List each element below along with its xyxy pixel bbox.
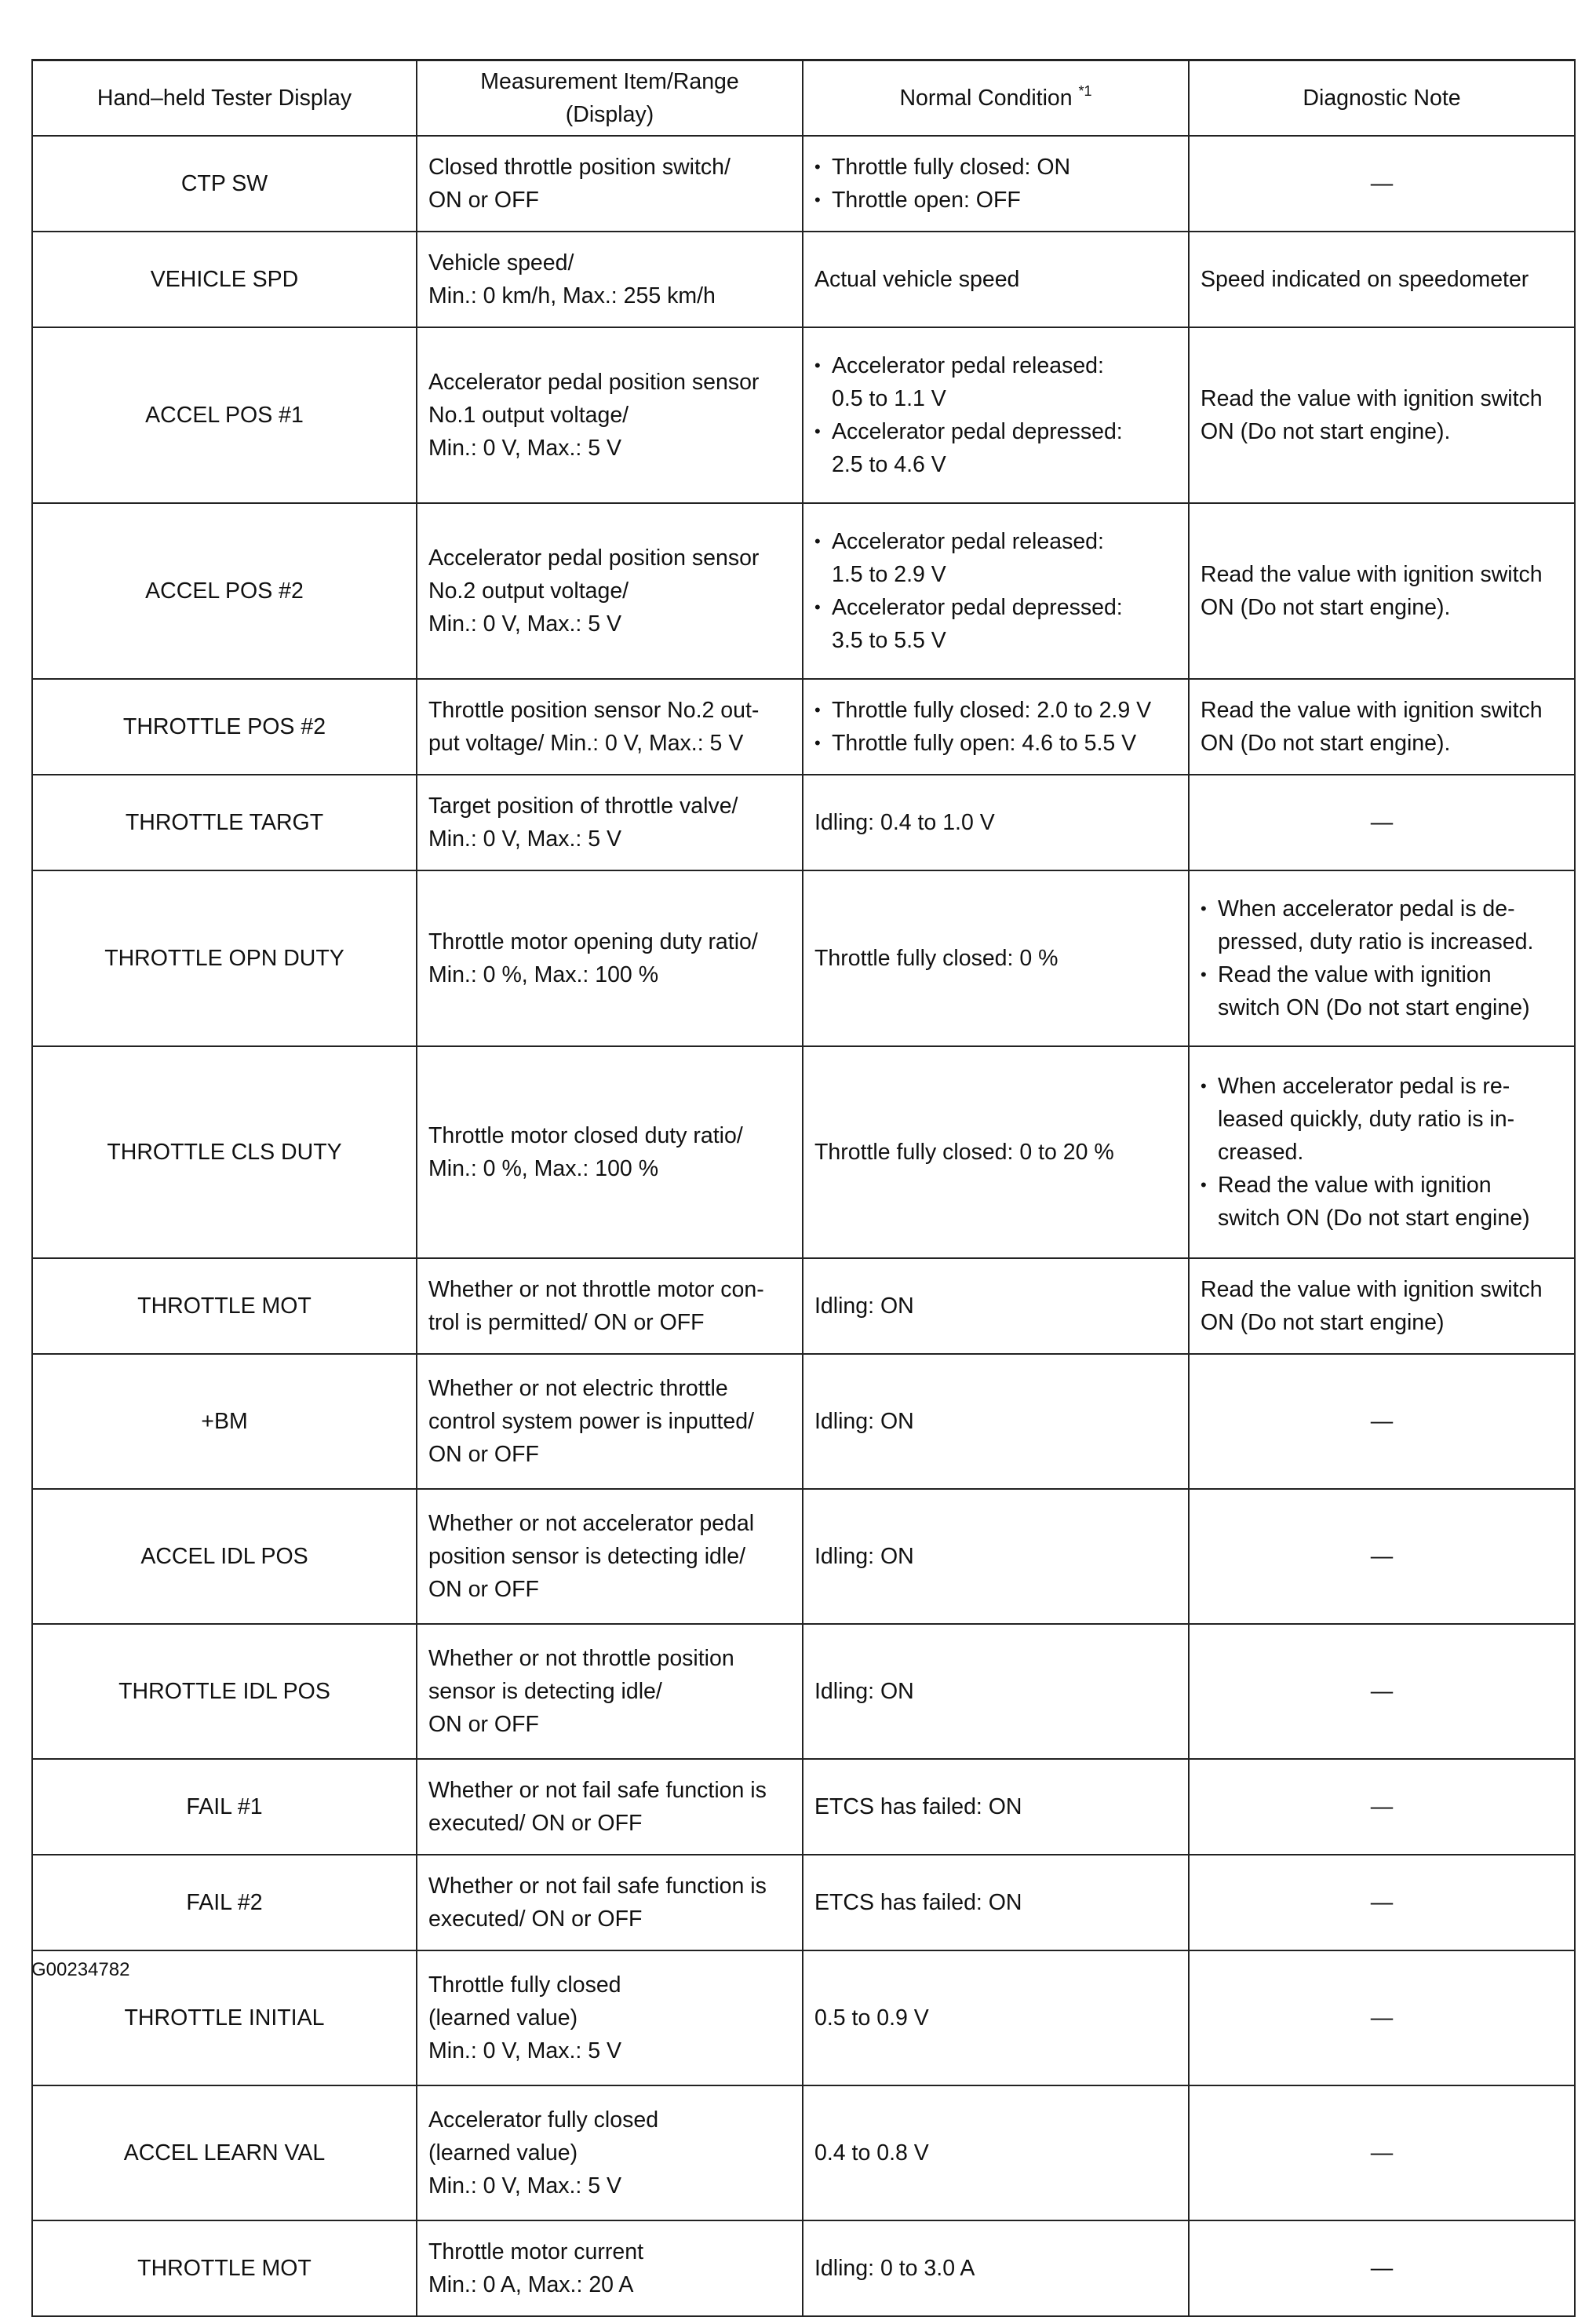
- diagnostic-note-line: • When accelerator pedal is re-: [1201, 1070, 1563, 1103]
- normal-condition-line: • Throttle fully open: 4.6 to 5.5 V: [814, 727, 1177, 760]
- normal-condition-line: • Throttle fully closed: ON: [814, 151, 1177, 184]
- diagnostic-note-line: ON (Do not start engine).: [1201, 731, 1451, 756]
- table-row: [32, 136, 1575, 232]
- measurement-line: Min.: 0 V, Max.: 5 V: [428, 826, 622, 852]
- table-row: [32, 327, 1575, 503]
- cell-normal-condition: [803, 1950, 1189, 2085]
- cell-diagnostic-note: —: [1189, 2220, 1575, 2316]
- cell-tester-display: THROTTLE OPN DUTY: [32, 870, 417, 1046]
- measurement-line: sensor is detecting idle/: [428, 1679, 662, 1704]
- measurement-line: Min.: 0 %, Max.: 100 %: [428, 962, 659, 987]
- measurement-line: executed/ ON or OFF: [428, 1811, 643, 1836]
- table-row: [32, 1624, 1575, 1759]
- cell-tester-display: ACCEL POS #2: [32, 503, 417, 679]
- cell-tester-display: ACCEL IDL POS: [32, 1489, 417, 1624]
- measurement-line: ON or OFF: [428, 1577, 539, 1602]
- measurement-line: position sensor is detecting idle/: [428, 1544, 745, 1569]
- header-normal-condition: Normal Condition $^{*1}$: [803, 60, 1189, 137]
- table-row: [32, 1354, 1575, 1489]
- measurement-line: Closed throttle position switch/: [428, 155, 731, 180]
- cell-measurement-item: [417, 232, 803, 327]
- cell-measurement-item: [417, 1950, 803, 2085]
- table-row: [32, 232, 1575, 327]
- cell-diagnostic-note: —: [1189, 1624, 1575, 1759]
- normal-condition-line: 1.5 to 2.9 V: [832, 562, 946, 587]
- normal-condition-line: • Accelerator pedal released:: [814, 525, 1177, 558]
- cell-measurement-item: [417, 1489, 803, 1624]
- normal-condition-line: Idling: ON: [814, 1679, 914, 1704]
- cell-measurement-item: [417, 1258, 803, 1354]
- cell-tester-display: FAIL #2: [32, 1855, 417, 1950]
- cell-diagnostic-note: —: [1189, 1950, 1575, 2085]
- cell-diagnostic-note: [1189, 1258, 1575, 1354]
- cell-measurement-item: [417, 1759, 803, 1855]
- table-body: [32, 136, 1575, 2316]
- table-row: [32, 1950, 1575, 2085]
- diagnostic-note-line: Read the value with ignition switch: [1201, 386, 1543, 411]
- measurement-line: Throttle motor current: [428, 2239, 644, 2264]
- cell-diagnostic-note: [1189, 870, 1575, 1046]
- table-row: [32, 1759, 1575, 1855]
- header-measurement-item: Measurement Item/Range (Display): [417, 60, 803, 137]
- table-row: [32, 1046, 1575, 1258]
- diagnostic-note-line: ON (Do not start engine): [1201, 1310, 1445, 1335]
- cell-measurement-item: [417, 1354, 803, 1489]
- cell-normal-condition: [803, 1354, 1189, 1489]
- cell-measurement-item: [417, 870, 803, 1046]
- measurement-line: Accelerator pedal position sensor: [428, 370, 760, 395]
- cell-normal-condition: [803, 2085, 1189, 2220]
- cell-normal-condition: [803, 870, 1189, 1046]
- cell-diagnostic-note: —: [1189, 136, 1575, 232]
- cell-measurement-item: [417, 1046, 803, 1258]
- header-tester-display: Hand–held Tester Display: [32, 60, 417, 137]
- cell-diagnostic-note: —: [1189, 1759, 1575, 1855]
- diagnostic-note-line: Read the value with ignition switch: [1201, 698, 1543, 723]
- cell-normal-condition: [803, 503, 1189, 679]
- cell-normal-condition: [803, 1046, 1189, 1258]
- cell-measurement-item: [417, 327, 803, 503]
- measurement-line: Whether or not fail safe function is: [428, 1874, 767, 1899]
- cell-measurement-item: [417, 2085, 803, 2220]
- cell-tester-display: FAIL #1: [32, 1759, 417, 1855]
- diagnostic-note-line: creased.: [1218, 1140, 1304, 1165]
- diagnostic-note-line: • Read the value with ignition: [1201, 958, 1563, 991]
- table-row: [32, 503, 1575, 679]
- measurement-line: (learned value): [428, 2005, 578, 2031]
- cell-normal-condition: [803, 327, 1189, 503]
- measurement-line: Accelerator pedal position sensor: [428, 545, 760, 571]
- normal-condition-line: Idling: ON: [814, 1294, 914, 1319]
- table-row: [32, 775, 1575, 870]
- diagnostic-note-line: Read the value with ignition switch: [1201, 562, 1543, 587]
- cell-normal-condition: [803, 232, 1189, 327]
- cell-normal-condition: [803, 679, 1189, 775]
- measurement-line: Throttle fully closed: [428, 1972, 621, 1998]
- table-row: [32, 870, 1575, 1046]
- cell-tester-display: THROTTLE IDL POS: [32, 1624, 417, 1759]
- cell-diagnostic-note: [1189, 327, 1575, 503]
- footnote-marker: *1: [1078, 83, 1092, 99]
- measurement-line: Throttle motor opening duty ratio/: [428, 929, 758, 954]
- table-row: [32, 2085, 1575, 2220]
- normal-condition-line: Throttle fully closed: 0 to 20 %: [814, 1140, 1114, 1165]
- diagnostic-note-line: Read the value with ignition switch: [1201, 1277, 1543, 1302]
- measurement-line: ON or OFF: [428, 188, 539, 213]
- normal-condition-line: Idling: ON: [814, 1409, 914, 1434]
- cell-normal-condition: [803, 136, 1189, 232]
- measurement-line: (learned value): [428, 2140, 578, 2166]
- diagnostic-note-line: leased quickly, duty ratio is in-: [1218, 1107, 1515, 1132]
- figure-id: G00234782: [31, 1959, 130, 1980]
- measurement-line: Whether or not accelerator pedal: [428, 1511, 755, 1536]
- diagnostic-note-line: • When accelerator pedal is de-: [1201, 892, 1563, 925]
- cell-tester-display: VEHICLE SPD: [32, 232, 417, 327]
- normal-condition-line: Idling: 0 to 3.0 A: [814, 2256, 975, 2281]
- normal-condition-line: • Accelerator pedal released:: [814, 349, 1177, 382]
- cell-measurement-item: [417, 1624, 803, 1759]
- measurement-line: Accelerator fully closed: [428, 2107, 659, 2133]
- measurement-line: Min.: 0 %, Max.: 100 %: [428, 1156, 659, 1181]
- normal-condition-line: 3.5 to 5.5 V: [832, 628, 946, 653]
- diagnostic-note-line: ON (Do not start engine).: [1201, 595, 1451, 620]
- measurement-line: Throttle motor closed duty ratio/: [428, 1123, 743, 1148]
- cell-measurement-item: [417, 503, 803, 679]
- normal-condition-line: Actual vehicle speed: [814, 267, 1020, 292]
- cell-diagnostic-note: —: [1189, 1489, 1575, 1624]
- header-diagnostic-note: Diagnostic Note: [1189, 60, 1575, 137]
- measurement-line: Vehicle speed/: [428, 250, 574, 275]
- cell-tester-display: +BM: [32, 1354, 417, 1489]
- cell-normal-condition: [803, 775, 1189, 870]
- diagnostic-note-line: pressed, duty ratio is increased.: [1218, 929, 1534, 954]
- cell-measurement-item: [417, 136, 803, 232]
- cell-tester-display: THROTTLE INITIAL: [32, 1950, 417, 2085]
- cell-tester-display: CTP SW: [32, 136, 417, 232]
- measurement-line: control system power is inputted/: [428, 1409, 755, 1434]
- measurement-line: Min.: 0 V, Max.: 5 V: [428, 436, 622, 461]
- cell-measurement-item: [417, 1855, 803, 1950]
- measurement-line: Whether or not throttle position: [428, 1646, 734, 1671]
- cell-normal-condition: [803, 1855, 1189, 1950]
- normal-condition-line: 2.5 to 4.6 V: [832, 452, 946, 477]
- cell-tester-display: ACCEL POS #1: [32, 327, 417, 503]
- cell-tester-display: THROTTLE POS #2: [32, 679, 417, 775]
- cell-diagnostic-note: [1189, 503, 1575, 679]
- table-header-row: [32, 60, 1575, 137]
- normal-condition-line: • Throttle open: OFF: [814, 184, 1177, 217]
- normal-condition-line: 0.5 to 1.1 V: [832, 386, 946, 411]
- measurement-line: ON or OFF: [428, 1442, 539, 1467]
- table-row: [32, 1489, 1575, 1624]
- cell-tester-display: THROTTLE CLS DUTY: [32, 1046, 417, 1258]
- normal-condition-line: • Accelerator pedal depressed:: [814, 591, 1177, 624]
- diagnostic-note-line: Speed indicated on speedometer: [1201, 267, 1529, 292]
- measurement-line: No.1 output voltage/: [428, 403, 629, 428]
- cell-measurement-item: [417, 679, 803, 775]
- cell-tester-display: ACCEL LEARN VAL: [32, 2085, 417, 2220]
- table-row: [32, 2220, 1575, 2316]
- normal-condition-line: • Throttle fully closed: 2.0 to 2.9 V: [814, 694, 1177, 727]
- cell-normal-condition: [803, 1759, 1189, 1855]
- measurement-line: executed/ ON or OFF: [428, 1907, 643, 1932]
- normal-condition-line: 0.4 to 0.8 V: [814, 2140, 929, 2166]
- cell-diagnostic-note: [1189, 679, 1575, 775]
- measurement-line: Throttle position sensor No.2 out-: [428, 698, 760, 723]
- measurement-line: Min.: 0 V, Max.: 5 V: [428, 2173, 622, 2198]
- measurement-line: No.2 output voltage/: [428, 578, 629, 604]
- measurement-line: Whether or not fail safe function is: [428, 1778, 767, 1803]
- diagnostic-note-line: ON (Do not start engine).: [1201, 419, 1451, 444]
- table-row: [32, 1855, 1575, 1950]
- cell-normal-condition: [803, 2220, 1189, 2316]
- cell-diagnostic-note: [1189, 1046, 1575, 1258]
- normal-condition-line: Idling: ON: [814, 1544, 914, 1569]
- measurement-line: Min.: 0 V, Max.: 5 V: [428, 2038, 622, 2063]
- cell-diagnostic-note: [1189, 232, 1575, 327]
- diagnostic-note-line: switch ON (Do not start engine): [1218, 1206, 1530, 1231]
- normal-condition-line: Idling: 0.4 to 1.0 V: [814, 810, 995, 835]
- cell-diagnostic-note: —: [1189, 2085, 1575, 2220]
- diagnostic-data-table: [31, 59, 1576, 2317]
- measurement-line: Whether or not electric throttle: [428, 1376, 728, 1401]
- measurement-line: Target position of throttle valve/: [428, 794, 738, 819]
- normal-condition-line: Throttle fully closed: 0 %: [814, 946, 1059, 971]
- cell-tester-display: THROTTLE MOT: [32, 2220, 417, 2316]
- measurement-line: put voltage/ Min.: 0 V, Max.: 5 V: [428, 731, 744, 756]
- cell-diagnostic-note: —: [1189, 775, 1575, 870]
- cell-diagnostic-note: —: [1189, 1354, 1575, 1489]
- table-row: [32, 679, 1575, 775]
- cell-measurement-item: [417, 775, 803, 870]
- normal-condition-line: 0.5 to 0.9 V: [814, 2005, 929, 2031]
- measurement-line: Min.: 0 V, Max.: 5 V: [428, 611, 622, 637]
- cell-measurement-item: [417, 2220, 803, 2316]
- cell-normal-condition: [803, 1489, 1189, 1624]
- diagnostic-note-line: switch ON (Do not start engine): [1218, 995, 1530, 1020]
- measurement-line: trol is permitted/ ON or OFF: [428, 1310, 705, 1335]
- measurement-line: Min.: 0 A, Max.: 20 A: [428, 2272, 634, 2297]
- cell-normal-condition: [803, 1624, 1189, 1759]
- cell-diagnostic-note: —: [1189, 1855, 1575, 1950]
- diagnostic-note-line: • Read the value with ignition: [1201, 1169, 1563, 1202]
- table-row: [32, 1258, 1575, 1354]
- normal-condition-line: • Accelerator pedal depressed:: [814, 415, 1177, 448]
- measurement-line: Min.: 0 km/h, Max.: 255 km/h: [428, 283, 716, 308]
- measurement-line: ON or OFF: [428, 1712, 539, 1737]
- normal-condition-line: ETCS has failed: ON: [814, 1794, 1022, 1819]
- measurement-line: Whether or not throttle motor con-: [428, 1277, 764, 1302]
- cell-normal-condition: [803, 1258, 1189, 1354]
- cell-tester-display: THROTTLE TARGT: [32, 775, 417, 870]
- cell-tester-display: THROTTLE MOT: [32, 1258, 417, 1354]
- normal-condition-line: ETCS has failed: ON: [814, 1890, 1022, 1915]
